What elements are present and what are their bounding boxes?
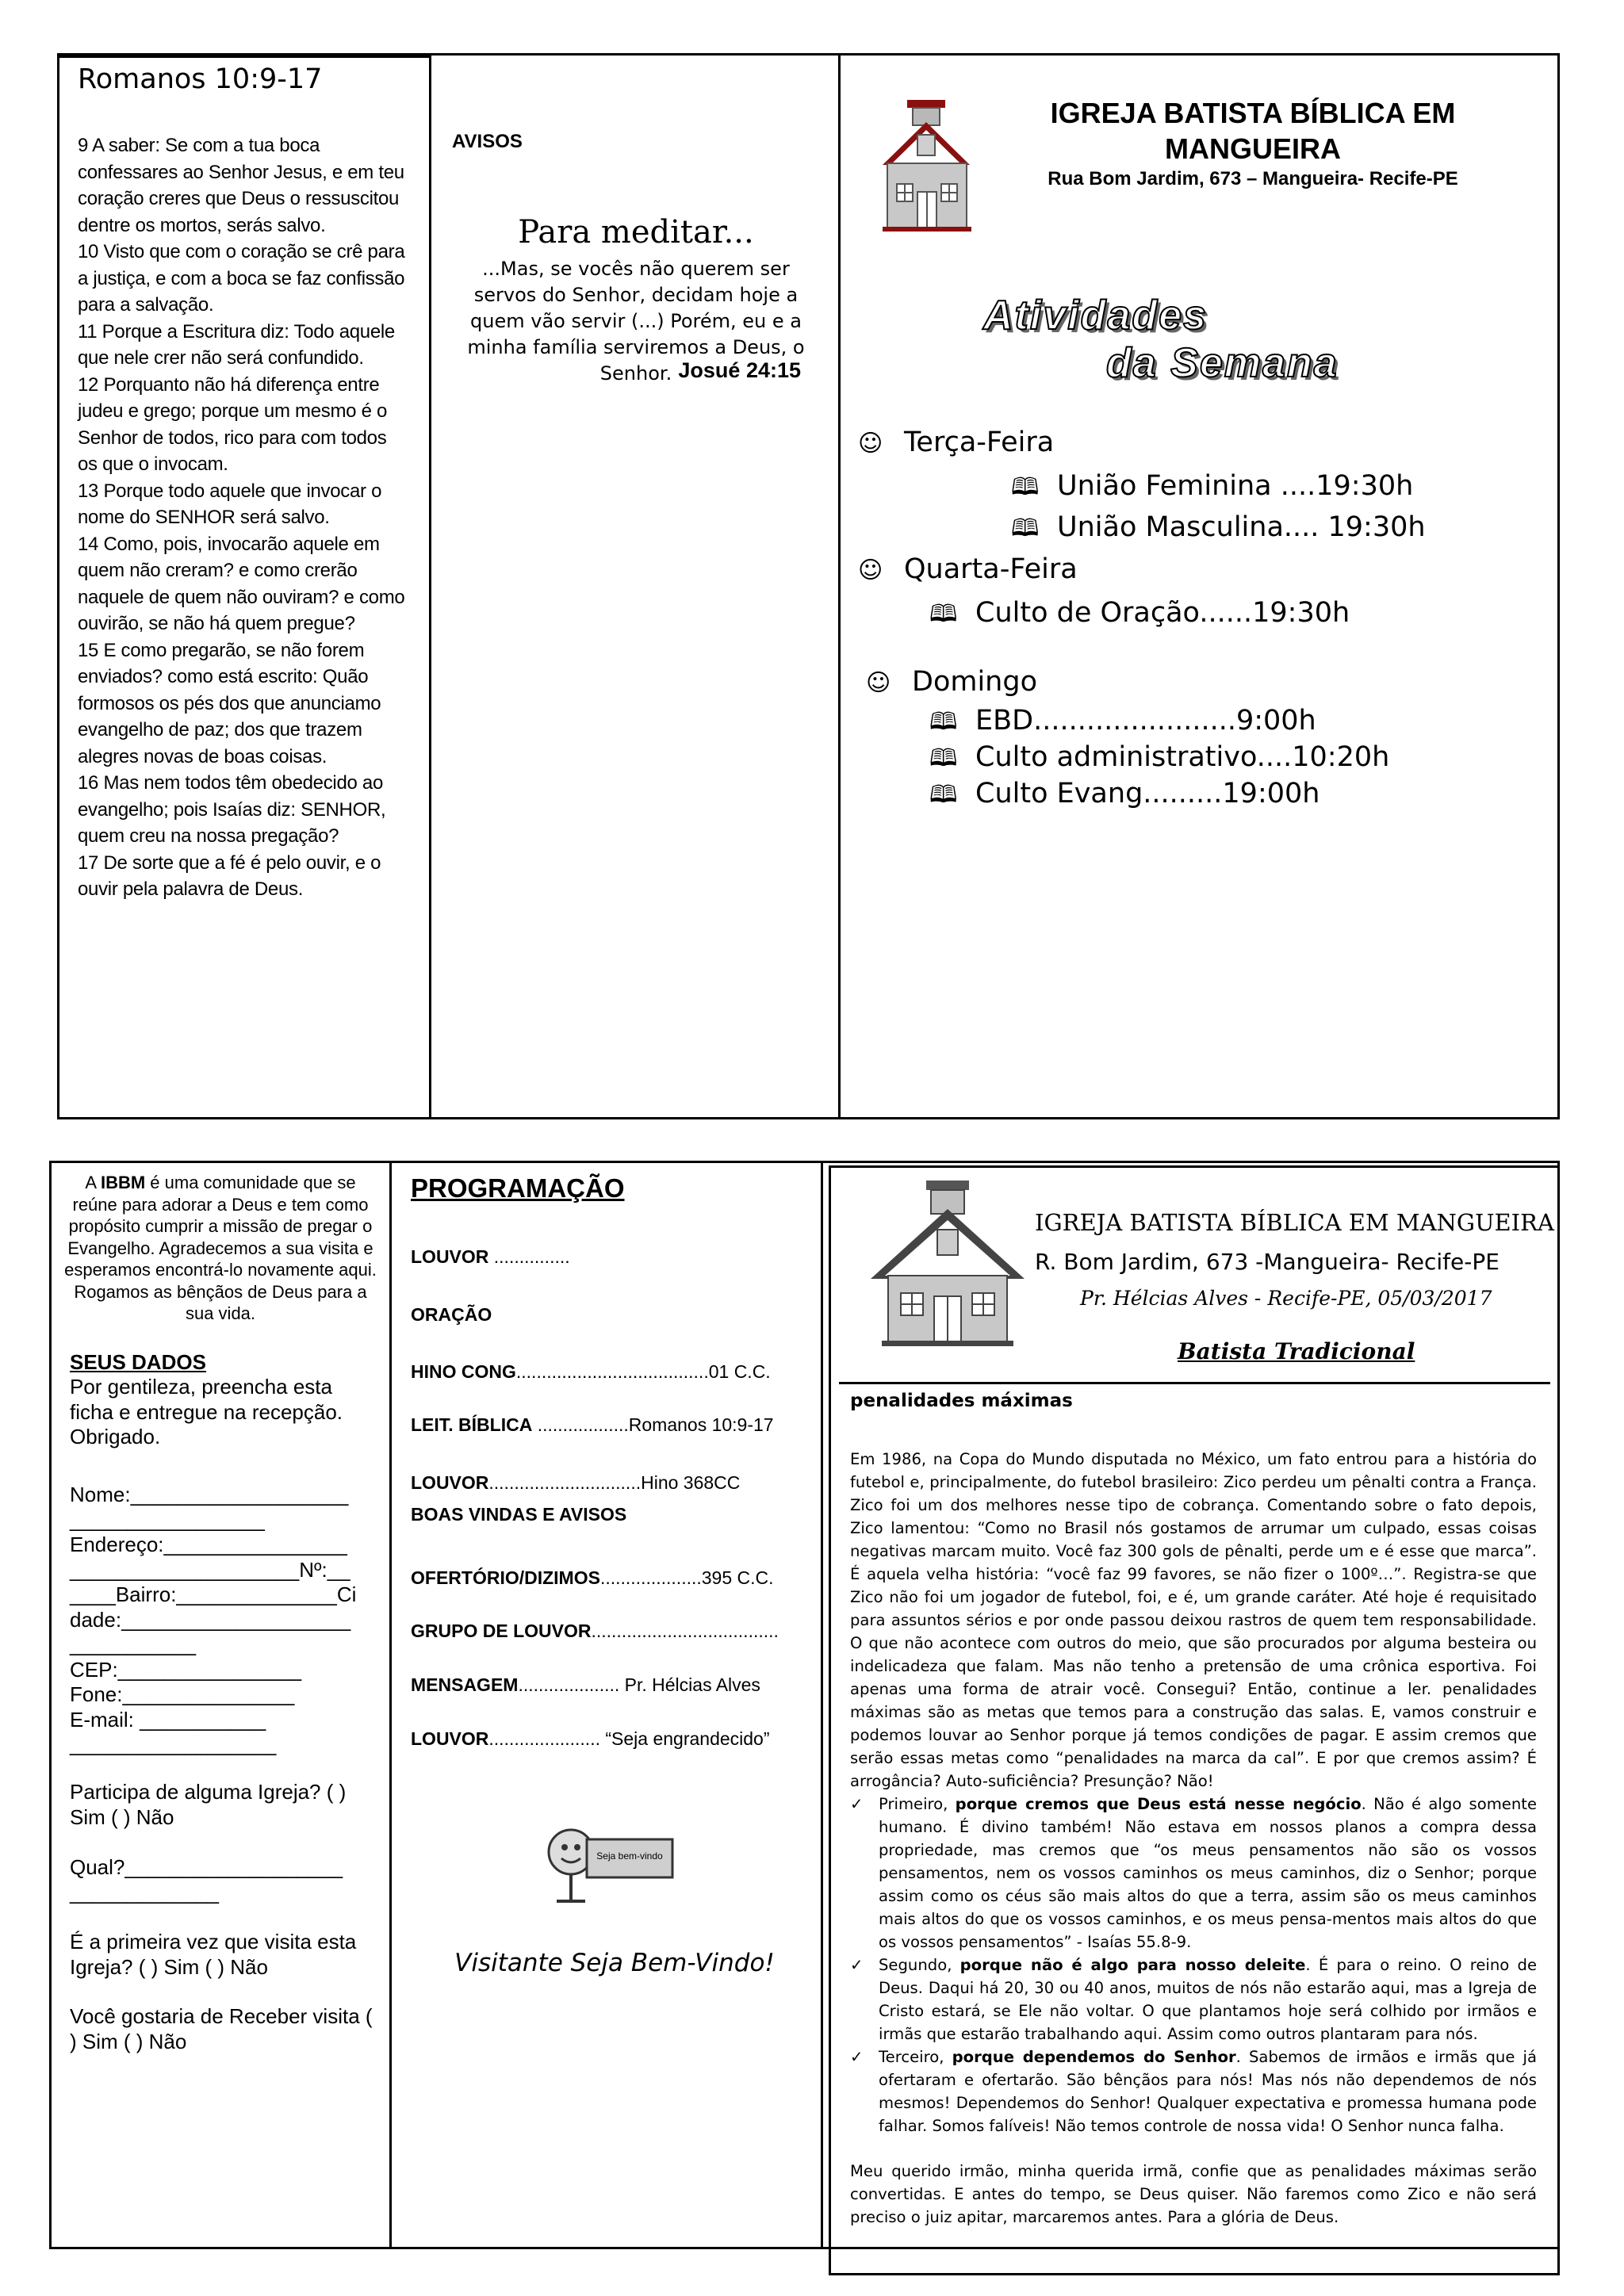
article-title: penalidades máximas [850, 1391, 1073, 1411]
article-closing-paragraph: Meu querido irmão, minha querida irmã, confie que as penalidades máximas serão convertidas. E antes do tempo, se Deus quiser. Não faremos como Zico e não será preciso o juiz apitar, marcaremos antes. Para a glória de Deus. [850, 2162, 1537, 2226]
book-icon: 🕮 [929, 781, 958, 809]
article-paragraph: Em 1986, na Copa do Mundo disputada no México, um fato entrou para a história do futebol e, principalmente, do futebol brasileiro: Zico perdeu um pênalti contra a França. Zico foi um dos melhores nesse tipo de cobrança. Comentando sobre o fato depois, Zico lamentou: “Como no Brasil nós gostamos de arrumar um culpado, essas coisas negativas marcam muito. Você faz 300 gols de pênalti, perde um e é esse que marca”. É aquela velha história: “você faz 99 favores, se não fizer o 100º…”. Registra-se que Zico não foi um jogador de futebol, foi, e é, um grande caráter. Até hoje é requisitado para assuntos sérios e por onde passou deixou rastros de quem tem responsabilidade. O que não acontece com outros do meio, que são procurados por alguma besteira ou indelicadeza que falam. Mas não tenho a pretensão de uma crônica esportiva. Foi apenas uma forma de atrair você. Consegui? Então, continue a ler. penalidades máximas são as metas que temos para a construção das salas. E, vamos construir e podemos louvar ao Senhor porque já temos condições de pagar. E assim cremos que serão essas metas como “penalidades na marca da cal”. E por que cremos assim? É arrogância? Auto-suficiência? Presunção? Não! [850, 1450, 1537, 1790]
bible-reference: Romanos 10:9-17 [78, 63, 323, 95]
smiley-icon: ☺ [858, 430, 883, 457]
church-name-line2: MANGUEIRA [1165, 132, 1341, 165]
program-item: LOUVOR ............... [411, 1246, 570, 1267]
smiley-icon: ☺ [866, 669, 891, 697]
activities-title-line2: da Semana [1106, 340, 1339, 386]
checkmark-icon: ✓ [850, 1956, 864, 1974]
activity-item: 🕮 EBD.......................9:00h [929, 704, 1316, 744]
program-item: ORAÇÃO [411, 1304, 492, 1325]
program-item: LEIT. BÍBLICA ..................Romanos 10:9-17 [411, 1414, 774, 1435]
book-icon: 🕮 [1011, 473, 1040, 501]
church-name-line1: IGREJA BATISTA BÍBLICA EM [1050, 97, 1456, 129]
form-intro: Por gentileza, preencha esta ficha e entregue na recepção. Obrigado. [70, 1375, 343, 1448]
welcome-visitor-text: Visitante Seja Bem-Vindo! [454, 1949, 775, 1977]
welcome-text: A IBBM é uma comunidade que se reúne para adorar a Deus e tem como propósito cumprir a missão de pregar o Evangelho. Agradecemos a sua visita e esperamos encontrá-lo novamente aqui. Rogamos as bênçãos de Deus para a sua vida. [64, 1173, 377, 1323]
church-building-illustration-2 [864, 1177, 1031, 1348]
church-building-illustration [868, 94, 995, 235]
church-address-header: R. Bom Jardim, 673 -Mangueira- Recife-PE [1035, 1249, 1500, 1275]
checkmark-icon: ✓ [850, 1795, 864, 1813]
form-question-church[interactable]: Participa de alguma Igreja? ( ) Sim ( ) Não [70, 1780, 347, 1829]
church-name-header: IGREJA BATISTA BÍBLICA EM MANGUEIRA [1035, 1209, 1554, 1236]
page-one-divider-1 [429, 53, 431, 1119]
book-icon: 🕮 [1011, 515, 1040, 542]
activity-day-tuesday: ☺ Terça-Feira [858, 427, 1055, 458]
article-point: ✓ Terceiro, porque dependemos do Senhor. Sabemos de irmãos e irmãs que já ofertaram e ofertarão. São bênçãos para nós! Mas nós não dependemos de nós mesmos! Dependemos do Senhor! Qualquer expectativa e promessa humana pode falhar. Somos falíveis! Não temos controle de nossa vida! O Senhor nunca falha. [850, 2045, 1537, 2137]
program-heading: PROGRAMAÇÃO [411, 1173, 625, 1203]
meditate-title: Para meditar... [518, 214, 754, 251]
form-heading: SEUS DADOS [70, 1350, 206, 1374]
form-fields[interactable]: Nome:___________________ _________________ Endereço:________________ ____________________Nº:__ ____Bairro:______________Ci dade:____________________ ___________ CEP:________________ Fone:_______________ E-mail: ___________ __________________ [70, 1483, 357, 1756]
activity-item: 🕮 Culto de Oração......19:30h [929, 596, 1350, 637]
program-item: GRUPO DE LOUVOR..................................... [411, 1621, 779, 1641]
checkmark-icon: ✓ [850, 2048, 864, 2066]
meditate-text: ...Mas, se vocês não querem ser servos do Senhor, decidam hoje a quem vão servir (...) Porém, eu e a minha família serviremos a Deus, o Senhor. [467, 258, 805, 385]
form-question-which[interactable]: Qual?___________________ _____________ [70, 1855, 343, 1904]
program-item: MENSAGEM.................... Pr. Hélcias Alves [411, 1674, 760, 1695]
bible-verses-text: 9 A saber: Se com a tua boca confessares ao Senhor Jesus, e em teu coração creres que Deus o ressuscitou dentre os mortos, serás salvo. 10 Visto que com o coração se crê para a justiça, e com a boca se faz confissão para a salvação. 11 Porque a Escritura diz: Todo aquele que nele crer não será confundido. 12 Porquanto não há diferença entre judeu e grego; porque um mesmo é o Senhor de todos, rico para com todos os que o invocam. 13 Porque todo aquele que invocar o nome do SENHOR será salvo. 14 Como, pois, invocarão aquele em quem não creram? e como crerão naquele de quem não ouviram? e como ouvirão, se não há quem pregue? 15 E como pregarão, se não forem enviados? como está escrito: Quão formosos os pés dos que anunciamo evangelho de paz; dos que trazem alegres novas de boas coisas. 16 Mas nem todos têm obedecido ao evangelho; pois Isaías diz: SENHOR, quem creu na nossa pregação? 17 De sorte que a fé é pelo ouvir, e o ouvir pela palavra de Deus. [78, 135, 405, 900]
activity-day-sunday: ☺ Domingo [866, 666, 1037, 698]
activity-item: 🕮 União Masculina.... 19:30h [1011, 511, 1426, 551]
activity-item: 🕮 Culto administrativo....10:20h [929, 740, 1389, 781]
page-two-divider-1 [389, 1161, 392, 2249]
program-item: HINO CONG......................................01 C.C. [411, 1361, 771, 1382]
activity-item: 🕮 União Feminina ....19:30h [1011, 469, 1413, 510]
meditate-reference: Josué 24:15 [678, 358, 801, 382]
book-icon: 🕮 [929, 708, 958, 736]
book-icon: 🕮 [929, 600, 958, 628]
notices-heading: AVISOS [452, 131, 523, 152]
book-icon: 🕮 [929, 744, 958, 772]
form-question-visit[interactable]: Você gostaria de Receber visita ( ) Sim ( ) Não [70, 2004, 373, 2053]
church-address: Rua Bom Jardim, 673 – Mangueira- Recife-PE [1048, 168, 1458, 189]
page-one-divider-2 [838, 53, 841, 1119]
program-item: BOAS VINDAS E AVISOS [411, 1504, 627, 1525]
tagline: Batista Tradicional [1178, 1338, 1415, 1364]
welcome-clipart [539, 1822, 678, 1913]
activities-title-line1: Atividades [983, 293, 1208, 339]
program-item: LOUVOR..............................Hino 368CC [411, 1472, 741, 1493]
header-divider [839, 1382, 1550, 1384]
bible-panel-top-rule [57, 55, 431, 58]
clipart-caption: Seja bem-vindo [596, 1850, 663, 1862]
activity-item: 🕮 Culto Evang.........19:00h [929, 777, 1320, 817]
form-question-first-visit[interactable]: É a primeira vez que visita esta Igreja? ( ) Sim ( ) Não [70, 1930, 357, 1979]
page-two-divider-2 [821, 1161, 823, 2249]
article-point: ✓ Primeiro, porque cremos que Deus está nesse negócio. Não é algo somente humano. É divino também! Não estava em nossos planos a compra dessa propriedade, mas cremos que “os meus pensamentos não são os vossos pensamentos, nem os vossos caminhos os meus caminhos, diz o Senhor; porque assim como os céus são mais altos do que a terra, assim são os meus caminhos mais altos do que os vossos caminhos, e os meus pensa-mentos mais altos do que os vossos pensamentos” - Isaías 55.8-9. [850, 1793, 1537, 1954]
article-point: ✓ Segundo, porque não é algo para nosso deleite. É para o reino. O reino de Deus. Daqui há 20, 30 ou 40 anos, muitos de nós não estarão aqui, mas a Igreja de Cristo estará, se Ele não voltar. O que plantamos hoje será colhido por irmãos e irmãs que estarão trabalhando aqui. Assim como outros plantaram para nós. [850, 1954, 1537, 2045]
activity-day-wednesday: ☺ Quarta-Feira [858, 553, 1078, 585]
smiley-icon: ☺ [858, 557, 883, 584]
article-body [850, 1448, 1537, 2229]
program-item: OFERTÓRIO/DIZIMOS....................395 C.C. [411, 1567, 774, 1588]
program-item: LOUVOR...................... “Seja engrandecido” [411, 1728, 770, 1749]
pastor-and-date: Pr. Hélcias Alves - Recife-PE, 05/03/2017 [1080, 1287, 1492, 1310]
